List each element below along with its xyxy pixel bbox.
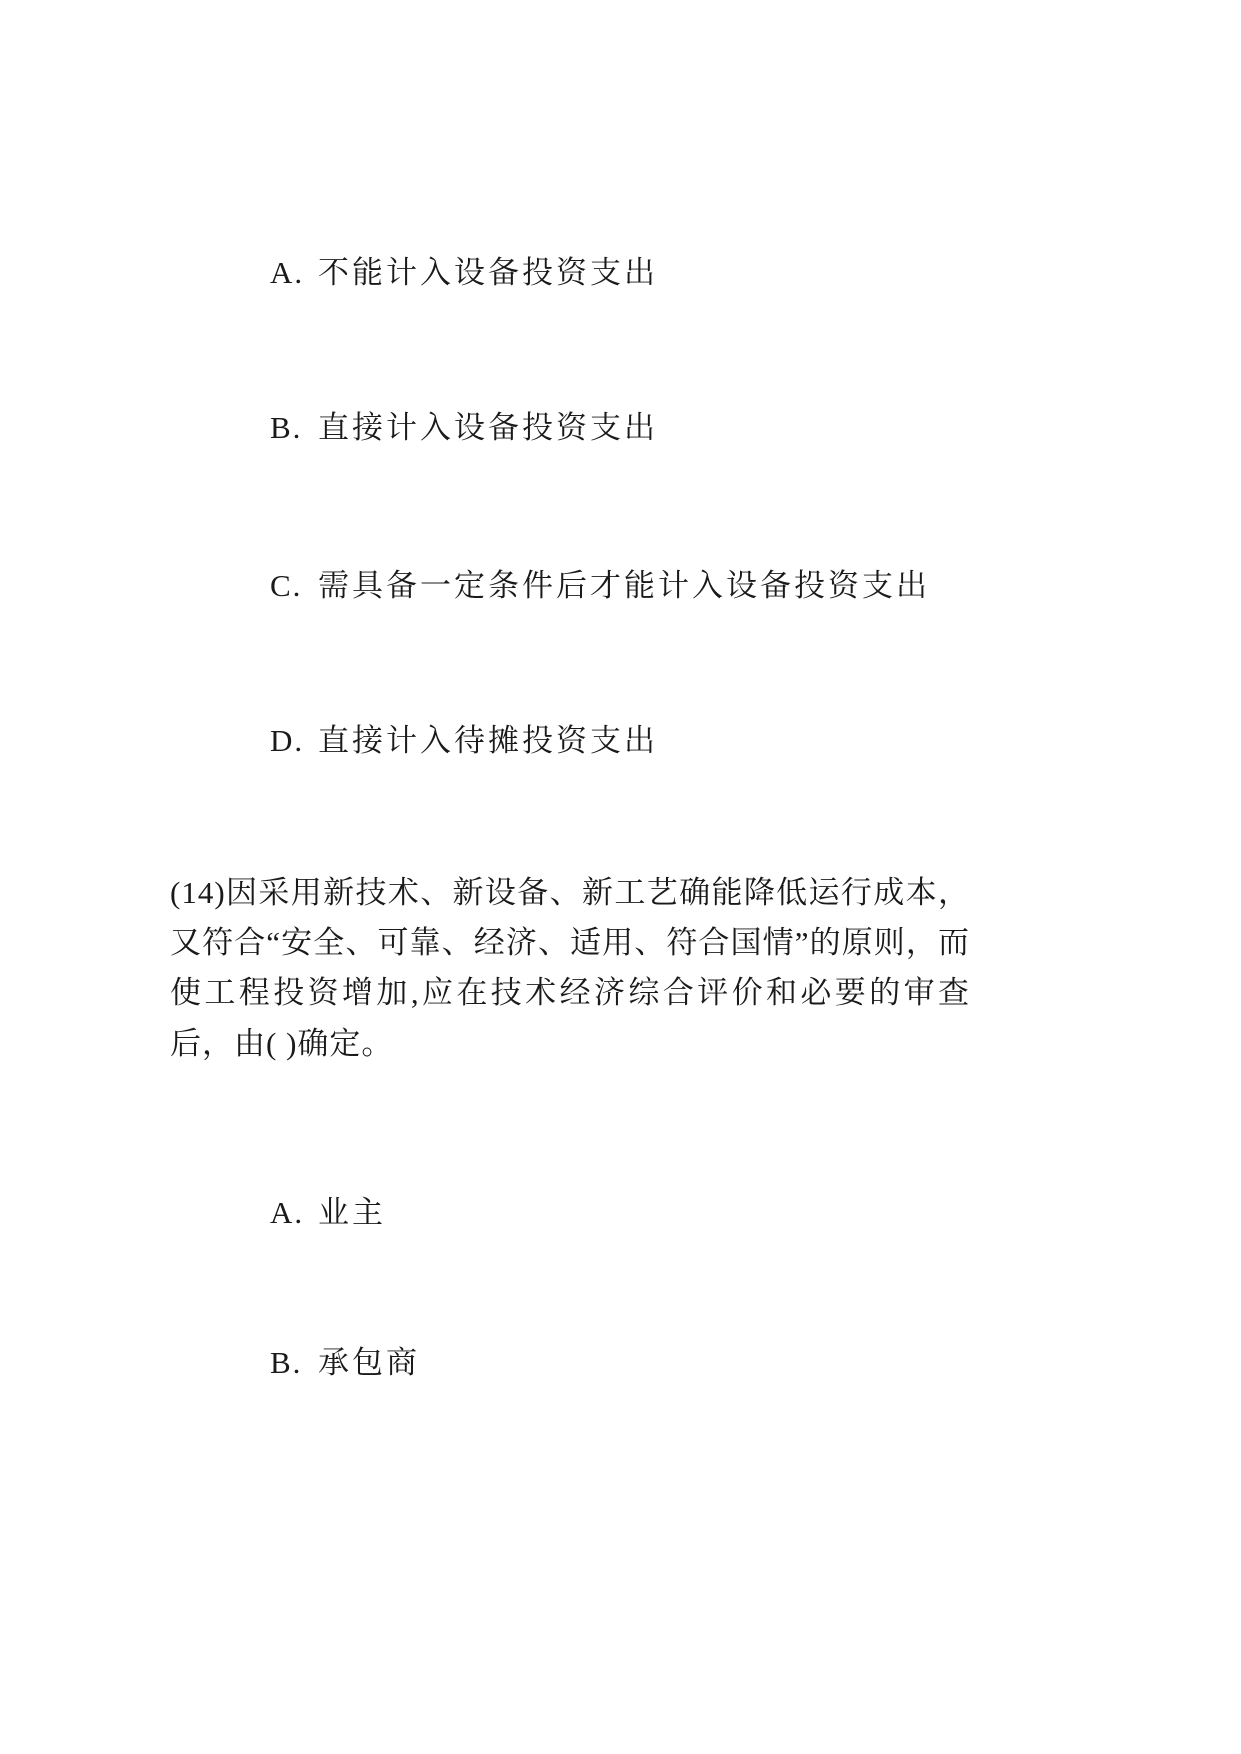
option-label: D. <box>270 723 305 758</box>
option-item <box>270 405 658 452</box>
option-text: 业主 <box>318 1195 386 1230</box>
option-item <box>270 1190 386 1237</box>
option-label: A. <box>270 255 305 290</box>
question-number: (14) <box>170 875 226 910</box>
option-label: C. <box>270 568 303 603</box>
option-text: 不能计入设备投资支出 <box>318 255 658 290</box>
option-item <box>270 718 658 765</box>
option-text: 需具备一定条件后才能计入设备投资支出 <box>318 568 930 603</box>
question-paragraph <box>170 868 970 1069</box>
option-item <box>270 250 658 297</box>
option-text: 直接计入待摊投资支出 <box>318 723 658 758</box>
option-label: A. <box>270 1195 305 1230</box>
option-item <box>270 563 930 610</box>
option-item <box>270 1340 420 1387</box>
option-text: 直接计入设备投资支出 <box>318 410 658 445</box>
option-label: B. <box>270 1345 303 1380</box>
option-text: 承包商 <box>318 1345 420 1380</box>
question-text: 因采用新技术、新设备、新工艺确能降低运行成本，又符合“安全、可靠、经济、适用、符合国情”的原则，而使工程投资增加,应在技术经济综合评价和必要的审查后，由( )确定。 <box>170 875 970 1061</box>
option-label: B. <box>270 410 303 445</box>
